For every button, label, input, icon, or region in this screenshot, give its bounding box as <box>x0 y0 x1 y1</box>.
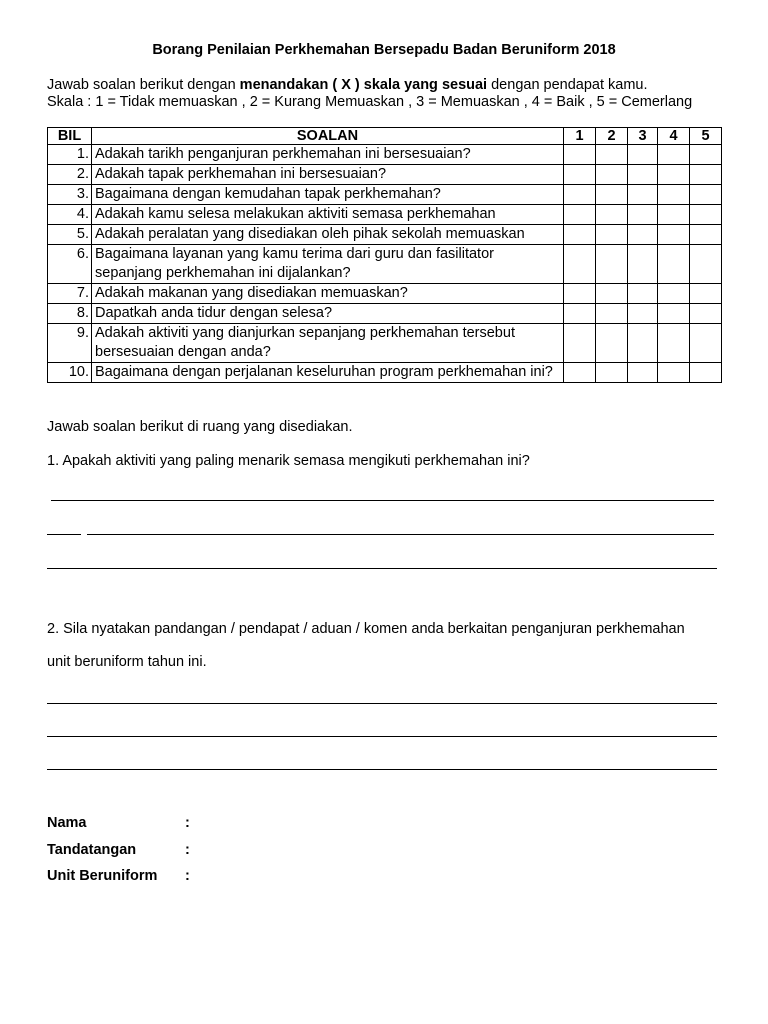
rating-cell-2[interactable] <box>596 185 628 205</box>
answer-line-2a[interactable] <box>47 703 717 704</box>
colon-unit: : <box>185 868 190 884</box>
instruction-line-1 <box>47 77 692 94</box>
question-1: 1. Apakah aktiviti yang paling menarik semasa mengikuti perkhemahan ini? <box>47 453 530 469</box>
rating-cell-2[interactable] <box>596 284 628 304</box>
rating-cell-2[interactable] <box>596 304 628 324</box>
rating-cell-3[interactable] <box>628 145 658 165</box>
rating-cell-1[interactable] <box>564 145 596 165</box>
rating-table <box>47 127 722 383</box>
rating-cell-3[interactable] <box>628 324 658 363</box>
row-number: 3. <box>48 185 92 205</box>
rating-cell-3[interactable] <box>628 165 658 185</box>
signature-unit <box>47 868 190 884</box>
rating-cell-2[interactable] <box>596 363 628 383</box>
rating-cell-2[interactable] <box>596 165 628 185</box>
rating-cell-2[interactable] <box>596 225 628 245</box>
scale-legend: Skala : 1 = Tidak memuaskan , 2 = Kurang Memuaskan , 3 = Memuaskan , 4 = Baik , 5 = Cemerlang <box>47 94 693 110</box>
answer-line-2c[interactable] <box>47 769 717 770</box>
rating-cell-5[interactable] <box>690 225 722 245</box>
row-number: 9. <box>48 324 92 363</box>
colon-tandatangan: : <box>185 842 190 858</box>
header-scale-3: 3 <box>628 128 658 145</box>
rating-cell-1[interactable] <box>564 185 596 205</box>
rating-cell-1[interactable] <box>564 225 596 245</box>
row-number: 4. <box>48 205 92 225</box>
question-2-line-1: 2. Sila nyatakan pandangan / pendapat / aduan / komen anda berkaitan penganjuran perkhemahan <box>47 621 685 637</box>
rating-cell-4[interactable] <box>658 324 690 363</box>
rating-cell-3[interactable] <box>628 185 658 205</box>
table-row <box>48 304 722 324</box>
rating-cell-1[interactable] <box>564 165 596 185</box>
table-row <box>48 284 722 304</box>
row-number: 5. <box>48 225 92 245</box>
label-nama: Nama <box>47 815 87 831</box>
row-question: Bagaimana dengan kemudahan tapak perkhemahan? <box>92 185 564 205</box>
rating-cell-1[interactable] <box>564 284 596 304</box>
header-scale-2: 2 <box>596 128 628 145</box>
row-question: Adakah makanan yang disediakan memuaskan? <box>92 284 564 304</box>
rating-cell-5[interactable] <box>690 145 722 165</box>
rating-cell-4[interactable] <box>658 225 690 245</box>
table-row <box>48 225 722 245</box>
instruction-post: dengan pendapat kamu. <box>487 77 648 93</box>
label-tandatangan: Tandatangan <box>47 842 137 858</box>
table-row <box>48 185 722 205</box>
row-question: Adakah kamu selesa melakukan aktiviti semasa perkhemahan <box>92 205 564 225</box>
rating-cell-3[interactable] <box>628 245 658 284</box>
rating-cell-1[interactable] <box>564 304 596 324</box>
rating-cell-5[interactable] <box>690 324 722 363</box>
rating-cell-5[interactable] <box>690 363 722 383</box>
rating-cell-3[interactable] <box>628 304 658 324</box>
rating-cell-5[interactable] <box>690 165 722 185</box>
row-number: 10. <box>48 363 92 383</box>
rating-cell-4[interactable] <box>658 245 690 284</box>
rating-cell-5[interactable] <box>690 185 722 205</box>
rating-cell-1[interactable] <box>564 363 596 383</box>
table-row <box>48 363 722 383</box>
rating-cell-1[interactable] <box>564 205 596 225</box>
row-number: 7. <box>48 284 92 304</box>
rating-cell-5[interactable] <box>690 245 722 284</box>
header-soalan: SOALAN <box>92 128 564 145</box>
rating-cell-4[interactable] <box>658 304 690 324</box>
header-scale-4: 4 <box>658 128 690 145</box>
answer-line-1a[interactable] <box>51 500 714 501</box>
table-header-row <box>48 128 722 145</box>
header-bil: BIL <box>48 128 92 145</box>
row-question: Adakah aktiviti yang dianjurkan sepanjang perkhemahan tersebut bersesuaian dengan anda? <box>92 324 564 363</box>
rating-cell-4[interactable] <box>658 185 690 205</box>
row-question: Adakah peralatan yang disediakan oleh pihak sekolah memuaskan <box>92 225 564 245</box>
signature-nama <box>47 815 190 831</box>
answer-line-1c[interactable] <box>47 568 717 569</box>
row-question: Adakah tarikh penganjuran perkhemahan ini bersesuaian? <box>92 145 564 165</box>
table-row <box>48 245 722 284</box>
table-row <box>48 324 722 363</box>
header-scale-5: 5 <box>690 128 722 145</box>
rating-cell-4[interactable] <box>658 205 690 225</box>
answer-line-1b[interactable] <box>87 534 714 535</box>
rating-cell-3[interactable] <box>628 284 658 304</box>
colon-nama: : <box>185 815 190 831</box>
answer-line-1b-short[interactable] <box>47 534 81 535</box>
question-2-line-2: unit beruniform tahun ini. <box>47 654 207 670</box>
row-number: 6. <box>48 245 92 284</box>
rating-cell-1[interactable] <box>564 245 596 284</box>
row-number: 2. <box>48 165 92 185</box>
rating-cell-5[interactable] <box>690 304 722 324</box>
rating-cell-4[interactable] <box>658 363 690 383</box>
row-question: Bagaimana dengan perjalanan keseluruhan program perkhemahan ini? <box>92 363 564 383</box>
instructions <box>47 77 692 111</box>
row-number: 8. <box>48 304 92 324</box>
rating-cell-3[interactable] <box>628 205 658 225</box>
row-number: 1. <box>48 145 92 165</box>
rating-cell-3[interactable] <box>628 363 658 383</box>
label-unit: Unit Beruniform <box>47 868 158 884</box>
header-scale-1: 1 <box>564 128 596 145</box>
row-question: Dapatkah anda tidur dengan selesa? <box>92 304 564 324</box>
rating-cell-2[interactable] <box>596 145 628 165</box>
table-row <box>48 145 722 165</box>
table-row <box>48 165 722 185</box>
rating-cell-3[interactable] <box>628 225 658 245</box>
rating-cell-1[interactable] <box>564 324 596 363</box>
rating-cell-4[interactable] <box>658 165 690 185</box>
rating-cell-5[interactable] <box>690 284 722 304</box>
rating-cell-2[interactable] <box>596 324 628 363</box>
rating-cell-2[interactable] <box>596 205 628 225</box>
row-question: Adakah tapak perkhemahan ini bersesuaian? <box>92 165 564 185</box>
form-title: Borang Penilaian Perkhemahan Bersepadu Badan Beruniform 2018 <box>152 42 616 58</box>
rating-cell-2[interactable] <box>596 245 628 284</box>
instruction-bold: menandakan ( X ) skala yang sesuai <box>239 77 488 93</box>
answer-line-2b[interactable] <box>47 736 717 737</box>
rating-cell-4[interactable] <box>658 284 690 304</box>
rating-cell-4[interactable] <box>658 145 690 165</box>
row-question: Bagaimana layanan yang kamu terima dari guru dan fasilitator sepanjang perkhemahan ini dijalankan? <box>92 245 564 284</box>
instruction-pre: Jawab soalan berikut dengan <box>47 77 240 93</box>
signature-tandatangan <box>47 842 190 858</box>
section2-intro: Jawab soalan berikut di ruang yang disediakan. <box>47 419 353 435</box>
table-row <box>48 205 722 225</box>
rating-cell-5[interactable] <box>690 205 722 225</box>
